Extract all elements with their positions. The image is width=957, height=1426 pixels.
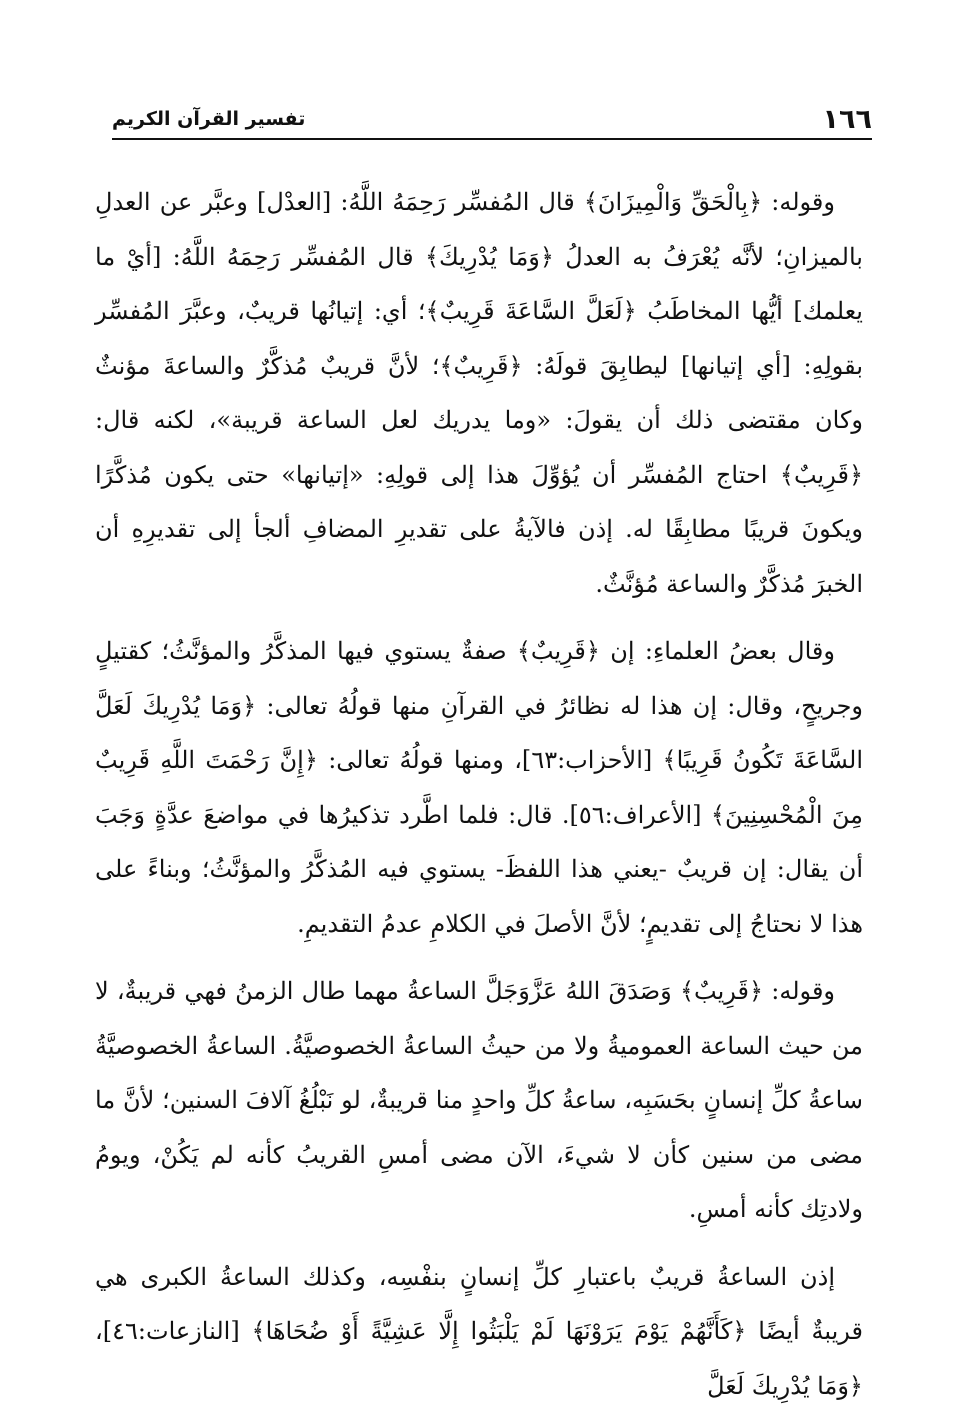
book-title: تفسير القرآن الكريم xyxy=(112,108,306,130)
page-number: ١٦٦ xyxy=(822,104,872,135)
paragraph-4: إذن الساعةُ قريبٌ باعتبارِ كلِّ إنسانٍ بنفْسِه، وكذلك الساعةُ الكبرى هي قريبةٌ أيضًا ﴿كَأَنَّهُمْ يَوْمَ يَرَوْنَهَا لَمْ يَلْبَثُوا إِلَّا عَشِيَّةً أَوْ ضُحَاهَا﴾ [النازعات:٤٦]، ﴿وَمَا يُدْرِيكَ لَعَلَّ xyxy=(95,1262,863,1400)
header-divider xyxy=(112,138,872,140)
running-header xyxy=(112,100,872,140)
paragraph-3: وقوله: ﴿قَرِيبٌ﴾ وَصَدَقَ اللهُ عَزَّوَجَلَّ الساعةُ مهما طال الزمنُ فهي قريبةٌ، لا من حيث الساعة العموميةُ ولا من حيثُ الساعةُ الخصوصيَّةُ. الساعةُ الخصوصيَّةُ ساعةُ كلِّ إنسانٍ بحَسَبِه، ساعةُ كلِّ واحدٍ منا قريبةٌ، لو نَبْلُغُ آلافَ السنين؛ لأنَّ ما مضى من سنين كأن لا شيءَ، الآن مضى أمسِ القريبُ كأنه لم يَكُنْ، ويومُ ولادتِك كأنه أمسِ. xyxy=(95,977,863,1223)
paragraph-1: وقوله: ﴿بِالْحَقِّ وَالْمِيزَانَ﴾ قال المُفسِّر رَحِمَهُ اللَّهُ: [العدْل] وعبَّر عن العدلِ بالميزانِ؛ لأنَّه يُعْرَفُ به العدلُ ﴿وَمَا يُدْرِيكَ﴾ قال المُفسِّر رَحِمَهُ اللَّهُ: [أيْ ما يعلمك] أيُّها المخاطَبُ ﴿لَعَلَّ السَّاعَةَ قَرِيبٌ﴾؛ أي: إتيانُها قريبٌ، وعبَّرَ المُفسِّر بقولِهِ: [أي إتيانها] ليطابِقَ قولَهُ: ﴿قَرِيبٌ﴾؛ لأنَّ قريبٌ مُذكَّرٌ والساعةَ مؤنثٌ وكان مقتضى ذلك أن يقولَ: «وما يدريك لعل الساعة قريبة»، لكنه قال: ﴿قَرِيبٌ﴾ احتاج المُفسِّر أن يُؤوِّلَ هذا إلى قولِهِ: «إتيانها» حتى يكون مُذكَّرًا ويكونَ قريبًا مطابِقًا له. إذن فالآيةُ على تقديرِ المضافِ ألجأ إلى تقديرِهِ أن الخبرَ مُذكَّرٌ والساعة مُؤنَّثٌ. xyxy=(95,188,864,598)
page-body xyxy=(95,175,863,1426)
paragraph-2: وقال بعضُ العلماءِ: إن ﴿قَرِيبٌ﴾ صفةٌ يستوي فيها المذكَّرُ والمؤنَّثُ؛ كقتيلٍ وجريحٍ، وقال: إن هذا له نظائرُ في القرآنِ منها قولُهُ تعالى: ﴿وَمَا يُدْرِيكَ لَعَلَّ السَّاعَةَ تَكُونُ قَرِيبًا﴾ [الأحزاب:٦٣]، ومنها قولُهُ تعالى: ﴿إِنَّ رَحْمَتَ اللَّهِ قَرِيبٌ مِنَ الْمُحْسِنِينَ﴾ [الأعراف:٥٦]. قال: فلما اطَّرد تذكيرُها في مواضعَ عدَّةٍ وَجَبَ أن يقال: إن قريبٌ -يعني هذا اللفظَ- يستوي فيه المُذكَّرُ والمؤنَّثُ؛ وبناءً على هذا لا نحتاجُ إلى تقديمٍ؛ لأنَّ الأصلَ في الكلامِ عدمُ التقديمِ. xyxy=(95,637,864,938)
